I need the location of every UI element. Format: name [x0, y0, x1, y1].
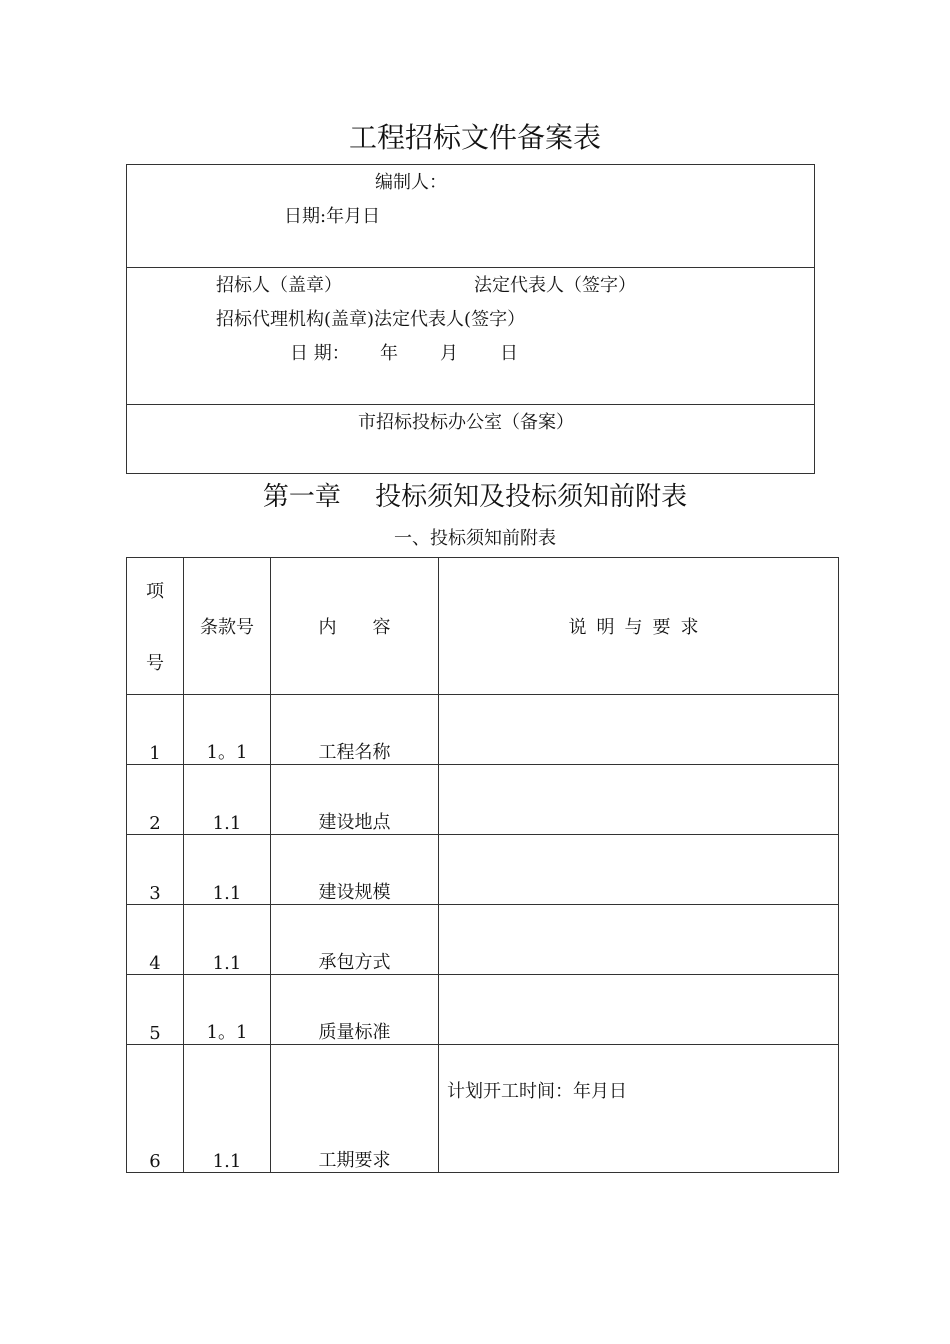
date-year: 年 — [380, 343, 398, 364]
form-title: 工程招标文件备案表 — [348, 121, 601, 154]
cell-clause: 1.1 — [184, 835, 271, 905]
cell-content: 承包方式 — [271, 905, 439, 975]
cell-content: 工程名称 — [271, 695, 439, 765]
header-item-top: 项 — [146, 581, 164, 602]
compiler-label: 编制人： — [375, 172, 447, 193]
table-header-row — [127, 558, 839, 695]
cell-clause: 1.1 — [184, 1045, 271, 1173]
form-divider — [126, 404, 815, 405]
chapter-subtitle: 一、投标须知前附表 — [394, 528, 556, 549]
form-divider — [126, 267, 815, 268]
tender-notice-table — [126, 557, 839, 1173]
chapter-title: 第一章 投标须知及投标须知前附表 — [262, 482, 688, 512]
cell-clause: 1。1 — [184, 975, 271, 1045]
table-row — [127, 905, 839, 975]
header-content: 内 容 — [271, 558, 439, 695]
header-item-no — [127, 558, 184, 695]
cell-content: 建设地点 — [271, 765, 439, 835]
cell-clause: 1.1 — [184, 905, 271, 975]
cell-requirement — [439, 765, 839, 835]
tenderer-seal-label: 招标人（盖章） — [216, 275, 342, 296]
table-row — [127, 695, 839, 765]
cell-clause: 1.1 — [184, 765, 271, 835]
cell-content: 工期要求 — [271, 1045, 439, 1173]
header-item-bottom: 号 — [146, 653, 164, 674]
cell-clause: 1。1 — [184, 695, 271, 765]
office-filing-label: 市招标投标办公室（备案） — [358, 412, 574, 433]
date-month: 月 — [440, 343, 458, 364]
cell-content: 建设规模 — [271, 835, 439, 905]
cell-content: 质量标准 — [271, 975, 439, 1045]
table-row — [127, 975, 839, 1045]
cell-no: 1 — [127, 695, 184, 765]
cell-requirement — [439, 695, 839, 765]
table-row — [127, 765, 839, 835]
header-requirement: 说明与要求 — [439, 558, 839, 695]
cell-requirement — [439, 835, 839, 905]
cell-no: 6 — [127, 1045, 184, 1173]
cell-no: 4 — [127, 905, 184, 975]
header-clause: 条款号 — [184, 558, 271, 695]
table-row — [127, 835, 839, 905]
table-row — [127, 1045, 839, 1173]
cell-requirement — [439, 905, 839, 975]
date-label: 日 期： — [290, 343, 350, 364]
date-day: 日 — [500, 343, 518, 364]
agency-line: 招标代理机构(盖章)法定代表人(签字） — [216, 309, 526, 330]
legal-rep-sign-label: 法定代表人（签字） — [474, 275, 636, 296]
cell-requirement — [439, 975, 839, 1045]
cell-no: 3 — [127, 835, 184, 905]
cell-no: 2 — [127, 765, 184, 835]
date-line: 日期:年月日 — [284, 206, 381, 227]
cell-no: 5 — [127, 975, 184, 1045]
cell-requirement: 计划开工时间：年月日 — [439, 1045, 839, 1173]
